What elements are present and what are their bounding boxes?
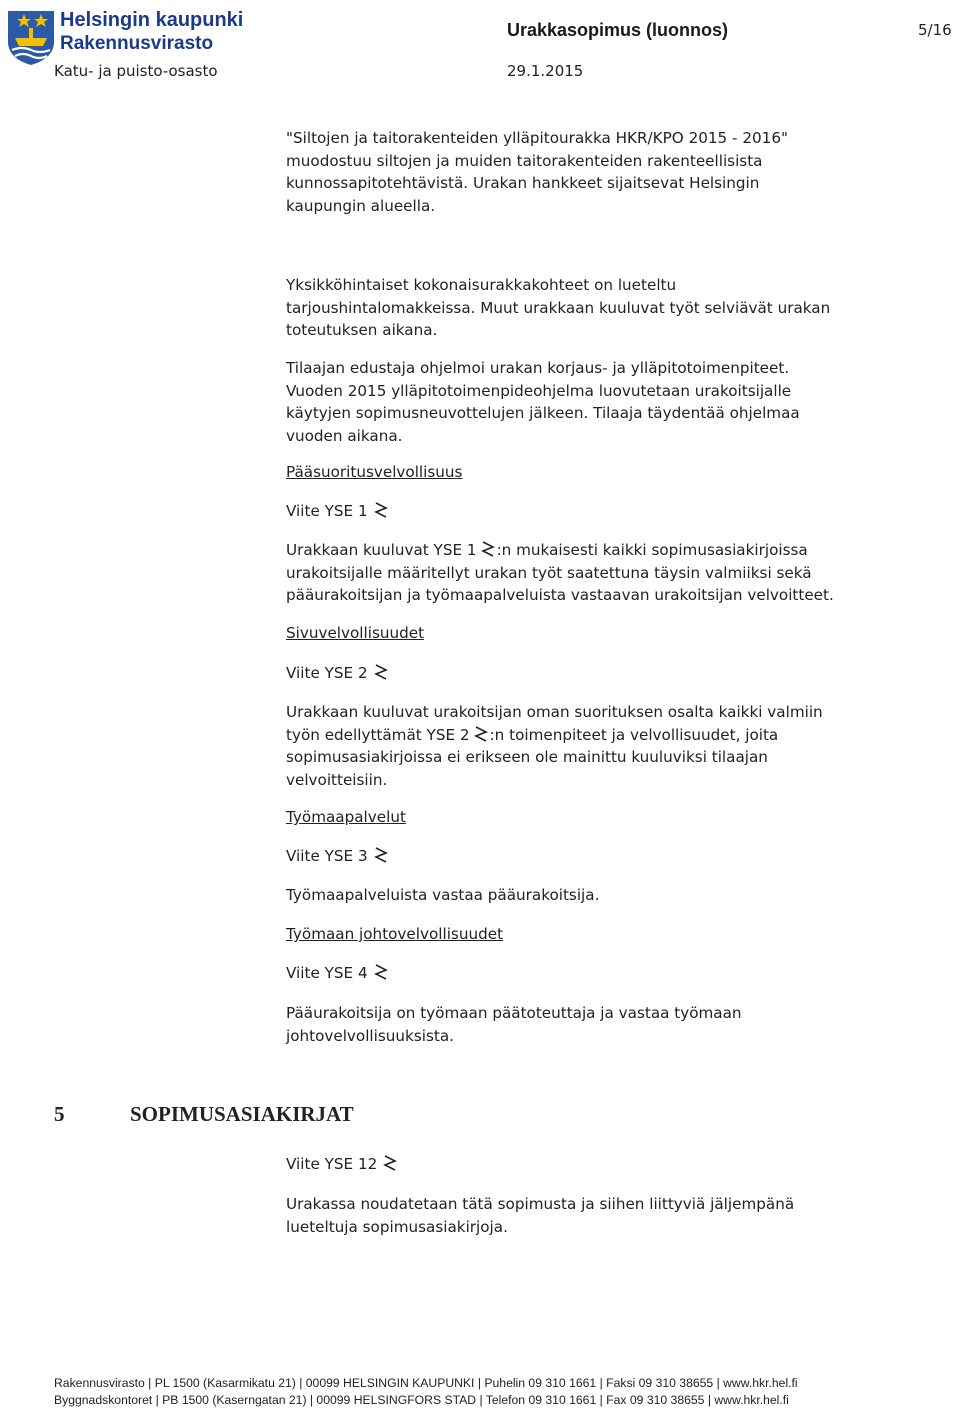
org-unit: Rakennusvirasto — [60, 33, 214, 54]
site-services-paragraph — [286, 884, 946, 907]
text-line — [286, 539, 946, 562]
text-line: tarjoushintalomakkeissa. Muut urakkaan kuuluvat työt selviävät urakan — [286, 298, 831, 317]
document-title: Urakkasopimus (luonnos) — [507, 20, 729, 40]
reference-label: Viite YSE 4 — [286, 964, 368, 982]
management-paragraph — [286, 1002, 946, 1047]
document-date: 29.1.2015 — [507, 62, 584, 80]
section-sign-icon — [481, 540, 495, 558]
text-fragment: Urakkaan kuuluvat YSE 1 — [286, 541, 477, 559]
text-line: toteutuksen aikana. — [286, 321, 438, 339]
text-line: käytyjen sopimusneuvottelujen jälkeen. Tilaaja täydentää ohjelmaa — [286, 404, 800, 422]
intro-paragraph — [286, 127, 946, 217]
program-paragraph — [286, 357, 946, 447]
heading-tyomaan-johtovelvollisuudet: Työmaan johtovelvollisuudet — [286, 925, 504, 943]
text-line: Pääurakoitsija on työmaan päätoteuttaja ja vastaa työmaan — [286, 1004, 742, 1022]
section-sign-icon — [374, 501, 388, 519]
reference-label: Viite YSE 12 — [286, 1155, 378, 1173]
text-line: lueteltuja sopimusasiakirjoja. — [286, 1217, 508, 1236]
main-obligation-paragraph — [286, 539, 946, 607]
text-line: Yksikköhintaiset kokonaisurakkakohteet on lueteltu — [286, 276, 677, 294]
reference-label: Viite YSE 3 — [286, 847, 368, 865]
contract-documents-paragraph — [286, 1193, 946, 1238]
text-line: Urakassa noudatetaan tätä sopimusta ja siihen liittyviä jäljempänä — [286, 1195, 795, 1213]
heading-paasuoritusvelvollisuus: Pääsuoritusvelvollisuus — [286, 463, 463, 481]
section-number: 5 — [54, 1102, 65, 1126]
text-line: kaupungin alueella. — [286, 196, 436, 215]
text-line: "Siltojen ja taitorakenteiden ylläpitourakka HKR/KPO 2015 - 2016" — [286, 129, 788, 147]
helsinki-crest-icon — [6, 8, 56, 66]
reference-label: Viite YSE 1 — [286, 502, 368, 520]
footer-address-sv: Byggnadskontoret | PB 1500 (Kaserngatan 21) | 00099 HELSINGFORS STAD | Telefon 09 310 1661 | Fax 09 310 38655 | www.hkr.hel.fi — [54, 1393, 789, 1407]
section-sign-icon — [374, 663, 388, 681]
section-sign-icon — [474, 725, 488, 743]
text-line — [286, 724, 946, 747]
text-fragment: :n mukaisesti kaikki sopimusasiakirjoissa — [496, 541, 808, 559]
reference-yse-3 — [286, 845, 946, 868]
reference-yse-2 — [286, 662, 946, 685]
heading-tyomaapalvelut: Työmaapalvelut — [286, 808, 406, 826]
section-sign-icon — [383, 1154, 397, 1172]
section-title: SOPIMUSASIAKIRJAT — [130, 1102, 354, 1126]
org-name: Helsingin kaupunki — [60, 9, 244, 31]
reference-yse-4 — [286, 962, 946, 985]
text-line: Tilaajan edustaja ohjelmoi urakan korjaus- ja ylläpitotoimenpiteet. — [286, 359, 790, 377]
text-line: pääurakoitsijan ja työmaapalveluista vastaavan urakoitsijan velvoitteet. — [286, 586, 834, 604]
unit-price-paragraph — [286, 274, 946, 342]
reference-yse-12 — [286, 1153, 946, 1176]
text-fragment: :n toimenpiteet ja velvollisuudet, joita — [489, 725, 779, 744]
text-line: Urakkaan kuuluvat urakoitsijan oman suorituksen osalta kaikki valmiin — [286, 703, 823, 721]
side-obligation-paragraph — [286, 701, 946, 791]
heading-sivuvelvollisuudet: Sivuvelvollisuudet — [286, 624, 425, 642]
text-line: kunnossapitotehtävistä. Urakan hankkeet sijaitsevat Helsingin — [286, 174, 760, 192]
text-line: Työmaapalveluista vastaa pääurakoitsija. — [286, 886, 600, 904]
section-sign-icon — [374, 963, 388, 981]
text-line: johtovelvollisuuksista. — [286, 1026, 454, 1045]
text-line: urakoitsijalle määritellyt urakan työt saatettuna täysin valmiiksi sekä — [286, 563, 812, 582]
reference-label: Viite YSE 2 — [286, 664, 368, 682]
department: Katu- ja puisto-osasto — [54, 62, 218, 80]
section-sign-icon — [374, 846, 388, 864]
text-line: sopimusasiakirjoissa ei erikseen ole mainittu kuuluviksi tilaajan — [286, 748, 768, 766]
reference-yse-1 — [286, 500, 946, 523]
text-line: vuoden aikana. — [286, 426, 403, 445]
text-line: Vuoden 2015 ylläpitotoimenpideohjelma luovutetaan urakoitsijalle — [286, 381, 792, 400]
page-number: 5/16 — [918, 21, 952, 39]
text-line: muodostuu siltojen ja muiden taitorakenteiden rakenteellisista — [286, 151, 763, 170]
footer-address-fi: Rakennusvirasto | PL 1500 (Kasarmikatu 21) | 00099 HELSINGIN KAUPUNKI | Puhelin 09 310 1661 | Faksi 09 310 38655 | www.hkr.hel.fi — [54, 1376, 798, 1390]
text-fragment: työn edellyttämät YSE 2 — [286, 725, 470, 744]
text-line: velvoitteisiin. — [286, 770, 388, 789]
